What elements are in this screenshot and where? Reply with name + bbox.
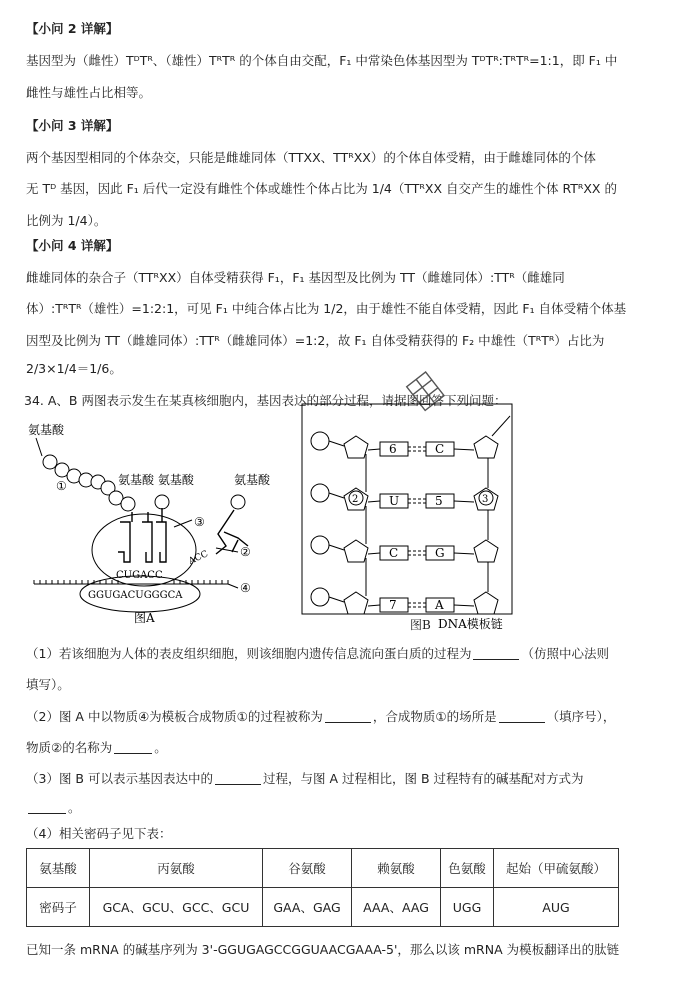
codon-table-cell: AAA、AAG <box>352 888 441 927</box>
figb-strand-label: DNA模板链 <box>438 617 503 631</box>
question-3-line1 <box>26 771 584 787</box>
q2-text-a: （2）图 A 中以物质④为模板合成物质①的过程被称为 <box>26 709 323 724</box>
paragraph-sub3-line2: 无 Tᴰ 基因，因此 F₁ 后代一定没有雌性个体或雄性个体占比为 1/4（TTᴿXX 自交产生的雄性个体 RTᴿXX 的 <box>26 181 617 196</box>
question-1-line1 <box>26 646 609 662</box>
codon-table <box>26 848 619 927</box>
question-4-tail: 已知一条 mRNA 的碱基序列为 3'-GGUGAGCCGGUAACGAAA-5'，那么以该 mRNA 为模板翻译出的肽链 <box>26 942 620 957</box>
codon-table-cell: GCA、GCU、GCC、GCU <box>90 888 263 927</box>
q2-blank-3[interactable] <box>114 753 152 754</box>
figure-b <box>296 396 546 636</box>
paragraph-sub2-line2: 雌性与雄性占比相等。 <box>26 85 152 100</box>
figb-caption: 图B <box>410 618 431 632</box>
q2-text-c: （填序号）， <box>546 709 616 724</box>
codon-table-cell: UGG <box>441 888 494 927</box>
figa-trna-end: ACC <box>187 549 210 567</box>
codon-table-header-row <box>27 849 619 888</box>
q1-text-a: （1）若该细胞为人体的表皮组织细胞，则该细胞内遗传信息流向蛋白质的过程为 <box>26 646 472 661</box>
q2-text-d: 物质②的名称为 <box>26 740 113 755</box>
q2-text-b: ，合成物质①的场所是 <box>372 709 497 724</box>
paragraph-sub4-line4: 2/3×1/4＝1/6。 <box>26 361 122 376</box>
figa-anticodon: CUGACC <box>116 570 163 581</box>
question-2-line1 <box>26 709 615 725</box>
question-1-line2: 填写）。 <box>26 677 70 692</box>
codon-table-header-cell: 起始（甲硫氨酸） <box>494 849 619 888</box>
figa-aa-left: 氨基酸 <box>28 423 65 437</box>
q2-blank-2[interactable] <box>499 722 545 723</box>
paragraph-sub3-line1: 两个基因型相同的个体杂交，只能是雌雄同体（TTXX、TTᴿXX）的个体自体受精，由于雌雄同体的个体 <box>26 150 596 165</box>
question-2-line2 <box>26 740 167 756</box>
heading-sub2: 【小问 2 详解】 <box>26 21 119 36</box>
figure-a <box>24 412 284 634</box>
figa-caption: 图A <box>134 611 155 625</box>
paragraph-sub2-line1: 基因型为（雌性）TᴰTᴿ、（雄性）TᴿTᴿ 的个体自由交配，F₁ 中常染色体基因型为 TᴰTᴿ:TᴿTᴿ=1:1，即 F₁ 中 <box>26 53 618 68</box>
figa-aa-right: 氨基酸 <box>234 473 271 487</box>
figb-right-label-0: C <box>435 442 445 456</box>
q2-text-e: 。 <box>154 740 167 755</box>
codon-table-header-cell: 氨基酸 <box>27 849 90 888</box>
codon-table-header-cell: 色氨酸 <box>441 849 494 888</box>
paragraph-sub3-line3: 比例为 1/4）。 <box>26 213 107 228</box>
paragraph-sub4-line2: 体）:TᴿTᴿ（雄性）=1:2:1，可见 F₁ 中纯合体占比为 1/2，由于雄性不能自体受精，因此 F₁ 自体受精个体基 <box>26 301 627 316</box>
q3-blank-2[interactable] <box>28 813 66 814</box>
figa-marker-3: ③ <box>194 515 205 529</box>
heading-sub3: 【小问 3 详解】 <box>26 118 119 133</box>
codon-table-header-cell: 谷氨酸 <box>263 849 352 888</box>
codon-table-header-cell: 丙氨酸 <box>90 849 263 888</box>
codon-table-cell: 密码子 <box>27 888 90 927</box>
q1-text-b: （仿照中心法则 <box>521 646 609 661</box>
figb-left-label-2: C <box>389 546 399 560</box>
paragraph-sub4-line3: 因型及比例为 TT（雌雄同体）:TTᴿ（雌雄同体）=1:2，故 F₁ 自体受精获得的 F₂ 中雄性（TᴿTᴿ）占比为 <box>26 333 605 348</box>
codon-table-cell: GAA、GAG <box>263 888 352 927</box>
q3-text-c: 。 <box>68 800 81 815</box>
figb-right-label-3: A <box>435 598 444 612</box>
q3-text-a: （3）图 B 可以表示基因表达中的 <box>26 771 213 786</box>
q3-text-b: 过程，与图 A 过程相比，图 B 过程特有的碱基配对方式为 <box>262 771 584 786</box>
figb-right-label-1: 5 <box>435 494 443 508</box>
figa-marker-2: ② <box>240 545 251 559</box>
codon-table-cell: AUG <box>494 888 619 927</box>
question-3-line2 <box>26 800 81 816</box>
codon-table-row <box>27 888 619 927</box>
q1-blank[interactable] <box>473 659 519 660</box>
q3-blank-1[interactable] <box>215 784 261 785</box>
figa-marker-4: ④ <box>240 581 251 595</box>
figb-left-label-3: 7 <box>389 598 397 612</box>
q2-blank-1[interactable] <box>325 722 371 723</box>
figb-mark-3: 3 <box>482 494 489 505</box>
figb-right-label-2: G <box>435 546 445 560</box>
figb-mark-2: 2 <box>352 494 359 505</box>
paragraph-sub4-line1: 雌雄同体的杂合子（TTᴿXX）自体受精获得 F₁，F₁ 基因型及比例为 TT（雌雄同体）:TTᴿ（雌雄同 <box>26 270 565 285</box>
figa-mrna-seq: GGUGACUGGGCA <box>88 590 183 601</box>
codon-table-header-cell: 赖氨酸 <box>352 849 441 888</box>
figb-left-label-0: 6 <box>389 442 397 456</box>
figa-aa-mid: 氨基酸 氨基酸 <box>118 473 194 487</box>
question-4-stem: （4）相关密码子见下表： <box>26 826 172 841</box>
heading-sub4: 【小问 4 详解】 <box>26 238 119 253</box>
figa-marker-1: ① <box>56 479 67 493</box>
figb-left-label-1: U <box>389 494 400 508</box>
question-34-stem: 34. A、B 两图表示发生在某真核细胞内，基因表达的部分过程，请据图回答下列问题： <box>24 393 507 408</box>
